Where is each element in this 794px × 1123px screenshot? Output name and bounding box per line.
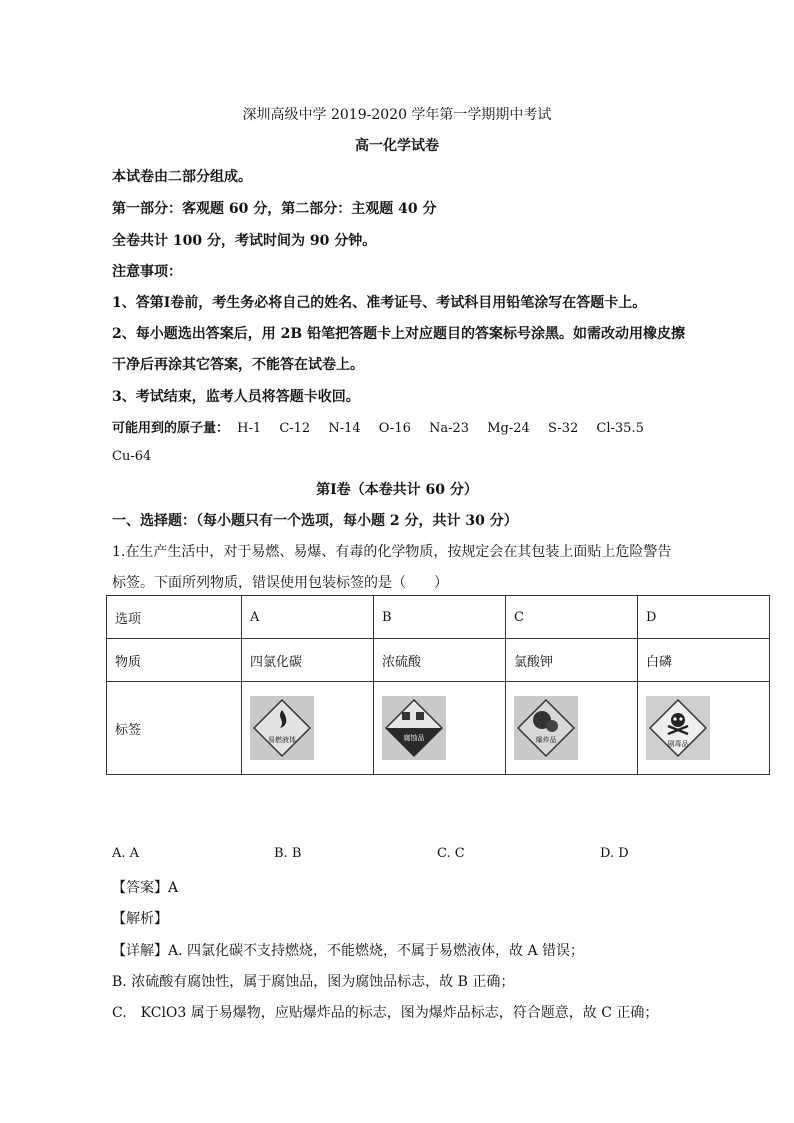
substance-cell: 白磷 — [638, 639, 770, 682]
q1-table — [106, 595, 770, 775]
notes-heading: 注意事项： — [112, 264, 182, 280]
answer: 【答案】A — [112, 880, 179, 896]
q1-stem-b: 标签。下面所列物质，错误使用包装标签的是（ ） — [112, 575, 448, 591]
atomic-masses — [112, 417, 658, 436]
explosive-text: 爆炸品 — [535, 736, 557, 744]
detail-1: 【详解】A. 四氯化碳不支持燃烧，不能燃烧，不属于易燃液体，故 A 错误； — [112, 943, 585, 959]
substance-cell: 四氯化碳 — [242, 639, 374, 682]
atomic-mass: Na-23 — [429, 421, 470, 436]
hazard-label-cell — [242, 682, 374, 775]
choice-b[interactable]: B. B — [274, 846, 302, 861]
atomic-mass-cu: Cu-64 — [112, 449, 152, 464]
substance-cell: 浓硫酸 — [374, 639, 506, 682]
intro-line-3: 全卷共计 100 分，考试时间为 90 分钟。 — [112, 233, 377, 249]
atomic-mass: C-12 — [279, 421, 311, 436]
atomic-mass: S-32 — [547, 421, 579, 436]
corrosive-label-icon — [382, 696, 446, 760]
atomic-mass: Cl-35.5 — [596, 421, 644, 436]
choice-d[interactable]: D. D — [600, 846, 629, 861]
atomic-mass: O-16 — [378, 421, 411, 436]
atomic-mass: N-14 — [328, 421, 361, 436]
row-header-substance: 物质 — [107, 639, 242, 682]
row-header-option: 选项 — [107, 596, 242, 639]
intro-line-1: 本试卷由二部分组成。 — [112, 169, 252, 185]
section-title: 第Ⅰ卷（本卷共计 60 分） — [316, 482, 478, 498]
choice-c[interactable]: C. C — [437, 846, 465, 861]
analysis-heading: 【解析】 — [112, 911, 168, 927]
option-cell: C — [506, 596, 638, 639]
exam-subtitle: 高一化学试卷 — [355, 138, 439, 154]
hazard-label-cell — [374, 682, 506, 775]
exam-title: 深圳高级中学 2019-2020 学年第一学期期中考试 — [242, 107, 552, 123]
flammable-liquid-text: 易燃液体 — [268, 736, 296, 744]
hazard-label-cell — [638, 682, 770, 775]
option-cell: B — [374, 596, 506, 639]
hazard-label-cell — [506, 682, 638, 775]
table-row — [107, 639, 770, 682]
choice-a[interactable]: A. A — [112, 846, 140, 861]
atomic-mass: H-1 — [237, 421, 262, 436]
detail-2: B. 浓硫酸有腐蚀性，属于腐蚀品，图为腐蚀品标志，故 B 正确； — [112, 974, 515, 990]
flammable-liquid-label-icon — [250, 696, 314, 760]
toxic-label-icon — [646, 696, 710, 760]
part-heading: 一、选择题：（每小题只有一个选项，每小题 2 分，共计 30 分） — [112, 513, 518, 529]
option-cell: D — [638, 596, 770, 639]
toxic-text: 剧毒品 — [667, 740, 689, 748]
note-1: 1、答第Ⅰ卷前，考生务必将自己的姓名、准考证号、考试科目用铅笔涂写在答题卡上。 — [112, 295, 647, 311]
option-cell: A — [242, 596, 374, 639]
intro-line-2: 第一部分：客观题 60 分，第二部分：主观题 40 分 — [112, 201, 437, 217]
atomic-masses-label: 可能用到的原子量： — [112, 421, 230, 436]
atomic-mass: Mg-24 — [487, 421, 530, 436]
detail-3: C. KClO3 属于易爆物，应贴爆炸品的标志，图为爆炸品标志，符合题意，故 C 正确； — [112, 1005, 659, 1021]
row-header-label: 标签 — [107, 682, 242, 775]
q1-stem-a: 1.在生产生活中，对于易燃、易爆、有毒的化学物质，按规定会在其包装上面贴上危险警告 — [112, 544, 672, 560]
table-row — [107, 596, 770, 639]
note-2a: 2、每小题选出答案后，用 2B 铅笔把答题卡上对应题目的答案标号涂黑。如需改动用橡皮擦 — [112, 326, 686, 342]
table-row — [107, 682, 770, 775]
explosive-label-icon — [514, 696, 578, 760]
substance-cell: 氯酸钾 — [506, 639, 638, 682]
note-2b: 干净后再涂其它答案，不能答在试卷上。 — [112, 357, 364, 373]
corrosive-text: 腐蚀品 — [403, 734, 425, 742]
note-3: 3、考试结束，监考人员将答题卡收回。 — [112, 389, 360, 405]
